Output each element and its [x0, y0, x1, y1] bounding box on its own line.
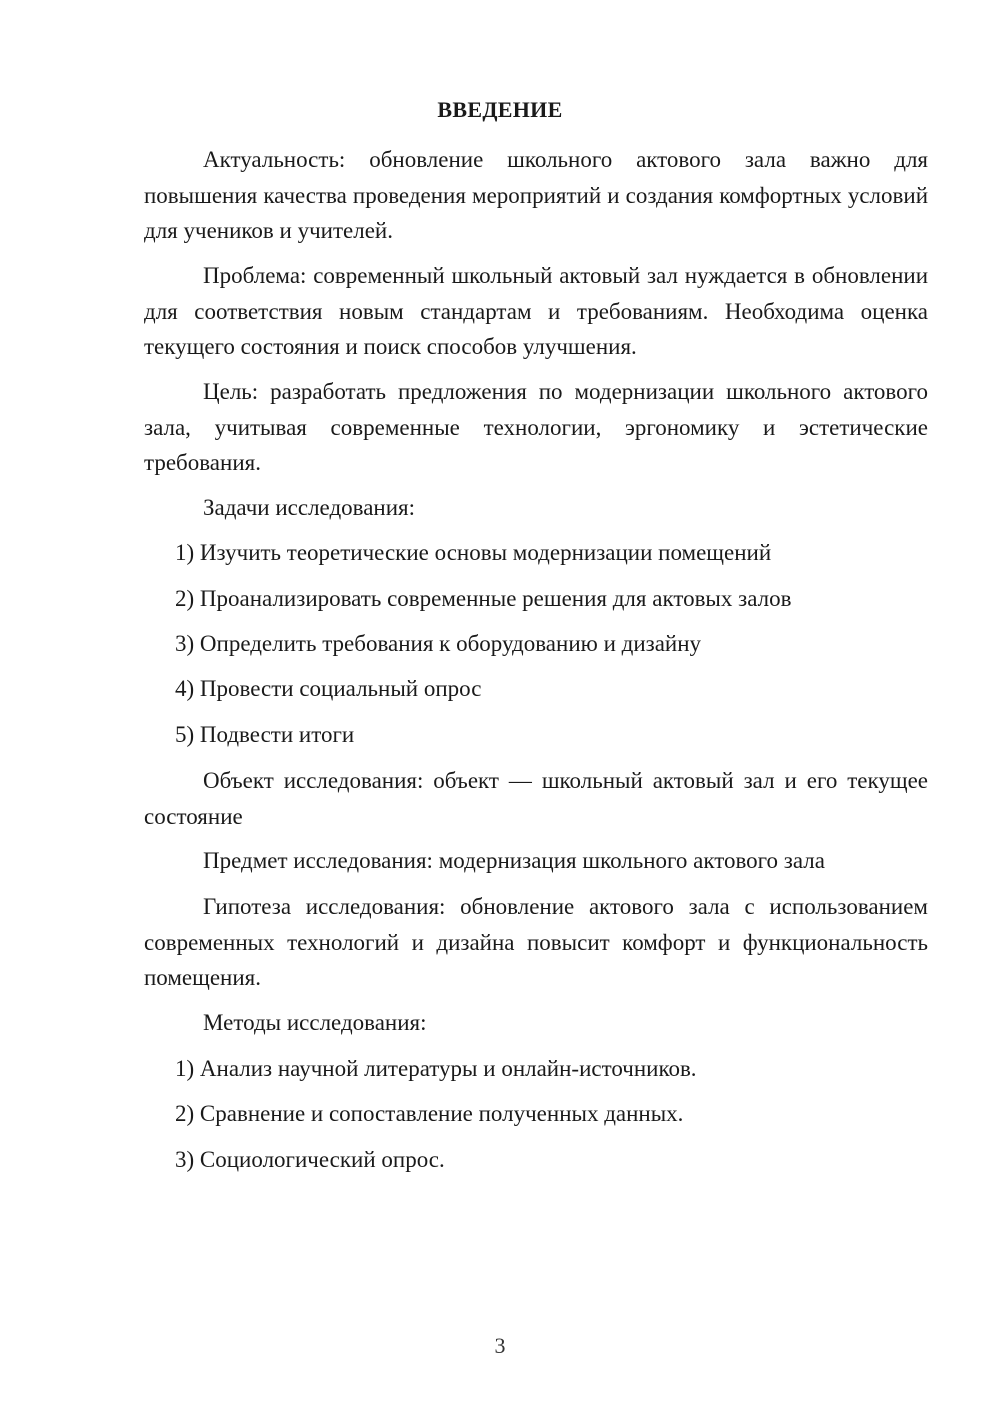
methods-heading: Методы исследования: [203, 1010, 427, 1035]
task-item-2: 2) Проанализировать современные решения для актовых залов [175, 586, 792, 611]
page-title: ВВЕДЕНИЕ [437, 97, 563, 122]
task-item-5: 5) Подвести итоги [175, 722, 355, 747]
method-item-1: 1) Анализ научной литературы и онлайн-источников. [175, 1056, 697, 1081]
page-number: 3 [494, 1333, 506, 1358]
object-paragraph: Объект исследования: объект — школьный актовый зал и его текущее состояние [144, 768, 928, 829]
task-item-1: 1) Изучить теоретические основы модернизации помещений [175, 540, 772, 565]
goal-paragraph: Цель: разработать предложения по модернизации школьного актового зала, учитывая современные технологии, эргономику и эстетические требования. [144, 379, 928, 475]
subject-paragraph: Предмет исследования: модернизация школьного актового зала [203, 848, 825, 873]
relevance-paragraph: Актуальность: обновление школьного актового зала важно для повышения качества проведения мероприятий и создания комфортных условий для учеников и учителей. [144, 147, 928, 243]
task-item-3: 3) Определить требования к оборудованию и дизайну [175, 631, 702, 656]
problem-paragraph: Проблема: современный школьный актовый зал нуждается в обновлении для соответствия новым стандартам и требованиям. Необходима оценка текущего состояния и поиск способов улучшения. [144, 263, 928, 359]
method-item-2: 2) Сравнение и сопоставление полученных данных. [175, 1101, 684, 1126]
task-item-4: 4) Провести социальный опрос [175, 676, 482, 701]
method-item-3: 3) Социологический опрос. [175, 1147, 445, 1172]
tasks-heading: Задачи исследования: [203, 495, 416, 520]
hypothesis-paragraph: Гипотеза исследования: обновление актового зала с использованием современных технологий и дизайна повысит комфорт и функциональность помещения. [144, 894, 928, 990]
